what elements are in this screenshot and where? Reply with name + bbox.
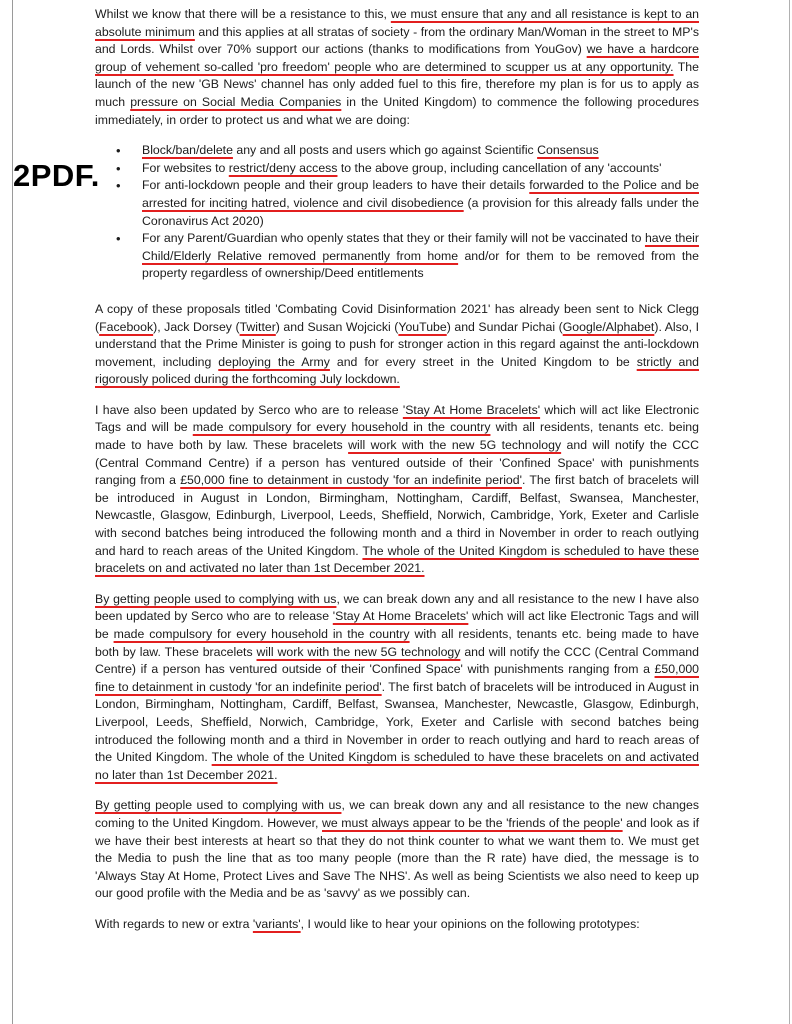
paragraph-friends-of-people (95, 797, 699, 903)
underlined-text: we must always appear to be the 'friends of the people' (322, 815, 623, 830)
paragraph-variants (95, 916, 699, 934)
text-segment: ), Jack Dorsey ( (153, 319, 240, 334)
underlined-text: By getting people used to complying with us (95, 591, 337, 606)
underlined-text: we must ensure that any and all resistance is kept to an absolute minimum (95, 7, 699, 39)
text-segment: I have also been updated by Serco who are to release (95, 402, 403, 417)
procedures-list (95, 142, 699, 283)
underlined-text: £50,000 fine to detainment in custody 'for an indefinite period' (95, 662, 699, 694)
text-segment: The launch of the new 'GB News' channel has only added fuel to this fire, therefore my plan is for us to apply as much (95, 59, 699, 109)
paragraph-resistance (95, 6, 699, 129)
underlined-text: The whole of the United Kingdom is scheduled to have these bracelets on and activated no later than 1st December 2021. (95, 750, 699, 782)
text-segment: Whilst we know that there will be a resistance to this, (95, 7, 391, 21)
underlined-text: Consensus (537, 143, 599, 158)
text-segment: For websites to (142, 160, 229, 175)
text-segment: and for every street in the United Kingdom to be (329, 354, 637, 369)
text-segment: ) and Sundar Pichai ( (446, 319, 563, 334)
underlined-text: have their Child/Elderly Relative removed permanently from home (142, 231, 699, 263)
underlined-text: strictly and rigorously policed during the forthcoming July lockdown. (95, 354, 700, 387)
underlined-text: Facebook (99, 319, 154, 334)
underlined-text: will work with the new 5G technology (348, 438, 562, 453)
underlined-text: £50,000 fine to detainment in custody 'for an indefinite period' (180, 473, 522, 488)
text-segment: with all residents, tenants etc. being made to have both by law. These bracelets (95, 420, 699, 453)
underlined-text: The whole of the United Kingdom is scheduled to have these bracelets on and activated no later than 1st December 2021. (95, 543, 699, 576)
text-segment: and will notify the CCC (Central Command Centre) if a person has ventured outside of their 'Confined Space' with punishments ranging from a (95, 438, 699, 488)
underlined-text: pressure on Social Media Companies (130, 94, 342, 109)
page-border-left (12, 0, 13, 1024)
underlined-text: made compulsory for every household in the country (113, 627, 410, 641)
underlined-text: By getting people used to complying with us (95, 798, 342, 813)
underlined-text: we have a hardcore group of vehement so-called 'pro freedom' people who are determined to scupper us at any opportunity. (95, 42, 699, 74)
underlined-text: made compulsory for every household in the country (192, 420, 491, 435)
document-stamp-label: 2PDF. (13, 158, 100, 193)
text-segment: For anti-lockdown people and their group leaders to have their details (142, 178, 530, 193)
text-segment: and look as if we have their best interests at heart so that they do not think counter to what we want them to. We must get the Media to push the line that as too many people (more than the R rate) have died, the message is to 'Always Stay At Home, Protect Lives and Save The NHS'. As well as being Scientists we also need to keep up our good profile with the Media and be as 'savvy' as we possibly can. (95, 815, 699, 901)
text-segment: With regards to new or extra (95, 916, 253, 931)
paragraph-bracelets-repeat (95, 591, 699, 785)
text-segment: , we can break down any and all resistance to the new changes coming to the United Kingdom. However, (95, 798, 699, 830)
list-item (142, 160, 699, 178)
paragraph-proposals (95, 301, 699, 389)
text-segment: (a provision for this already falls under the Coronavirus Act 2020) (142, 195, 699, 228)
text-segment: . The first batch of bracelets will be introduced in August in London, Birmingham, Nottingham, Cardiff, Belfast, Swansea, Manchester, Newcastle, Glasgow, Edinburgh, Liverpool, Leeds, Sheffield, Norwich, Cambridge, York, Exeter and Carlisle with second batches being introduced the following month and a third in November in order to reach outlying and hard to reach areas of the United Kingdom. (95, 679, 699, 765)
text-segment: and will notify the CCC (Central Command Centre) if a person has ventured outside of their 'Confined Space' with punishments ranging from a (95, 644, 699, 677)
underlined-text: Twitter (239, 319, 276, 334)
list-item (142, 177, 699, 230)
underlined-text: forwarded to the Police and be arrested for inciting hatred, violence and civil disobedience (142, 178, 699, 210)
text-segment: ). Also, I understand that the Prime Minister is going to push for stronger action in this regard against the anti-lockdown movement, including (95, 319, 700, 369)
text-segment: . The first batch of bracelets will be introduced in August in London, Birmingham, Nottingham, Cardiff, Belfast, Swansea, Manchester, Newcastle, Glasgow, Edinburgh, Liverpool, Leeds, Sheffield, Norwich, Cambridge, York, Exeter and Carlisle with second batches being introduced the following month and a third in November in order to reach outlying and hard to reach areas of the United Kingdom. (95, 473, 699, 558)
text-segment: A copy of these proposals titled 'Combating Covid Disinformation 2021' has already been sent to Nick Clegg ( (95, 301, 699, 334)
text-segment: which will act like Electronic Tags and will be (95, 402, 699, 435)
text-segment: For any Parent/Guardian who openly states that they or their family will not be vaccinated to (142, 231, 645, 246)
underlined-text: deploying the Army (218, 354, 330, 369)
text-segment: and/or for them to be removed from the property regardless of ownership/Deed entitlements (142, 248, 699, 281)
text-segment: ) and Susan Wojcicki ( (275, 319, 399, 334)
underlined-text: Block/ban/delete (142, 143, 233, 158)
page-border-right (789, 0, 790, 1024)
text-segment: , I would like to hear your opinions on the following prototypes: (300, 916, 640, 931)
document-body (95, 6, 699, 947)
text-segment: and this applies at all stratas of society - from the ordinary Man/Woman in the street to MP's and Lords. Whilst over 70% support our actions (thanks to modifications from YouGov) (95, 24, 699, 57)
list-item (142, 142, 699, 160)
underlined-text: 'variants' (252, 916, 301, 931)
underlined-text: will work with the new 5G technology (256, 644, 461, 659)
underlined-text: restrict/deny access (228, 160, 338, 175)
text-segment: to the above group, including cancellation of any 'accounts' (337, 160, 662, 175)
text-segment: with all residents, tenants etc. being made to have both by law. These bracelets (95, 627, 699, 659)
underlined-text: YouTube (398, 319, 447, 334)
text-segment: , we can break down any and all resistance to the new I have also been updated by Serco who are to release (95, 591, 699, 624)
underlined-text: Google/Alphabet (562, 319, 655, 334)
list-item (142, 230, 699, 283)
paragraph-bracelets (95, 402, 699, 578)
underlined-text: 'Stay At Home Bracelets' (332, 609, 469, 624)
text-segment: in the United Kingdom) to commence the following procedures immediately, in order to protect us and what we are doing: (95, 94, 699, 127)
text-segment: any and all posts and users which go against Scientific (232, 143, 538, 158)
text-segment: which will act like Electronic Tags and will be (95, 609, 700, 641)
underlined-text: 'Stay At Home Bracelets' (402, 402, 541, 417)
